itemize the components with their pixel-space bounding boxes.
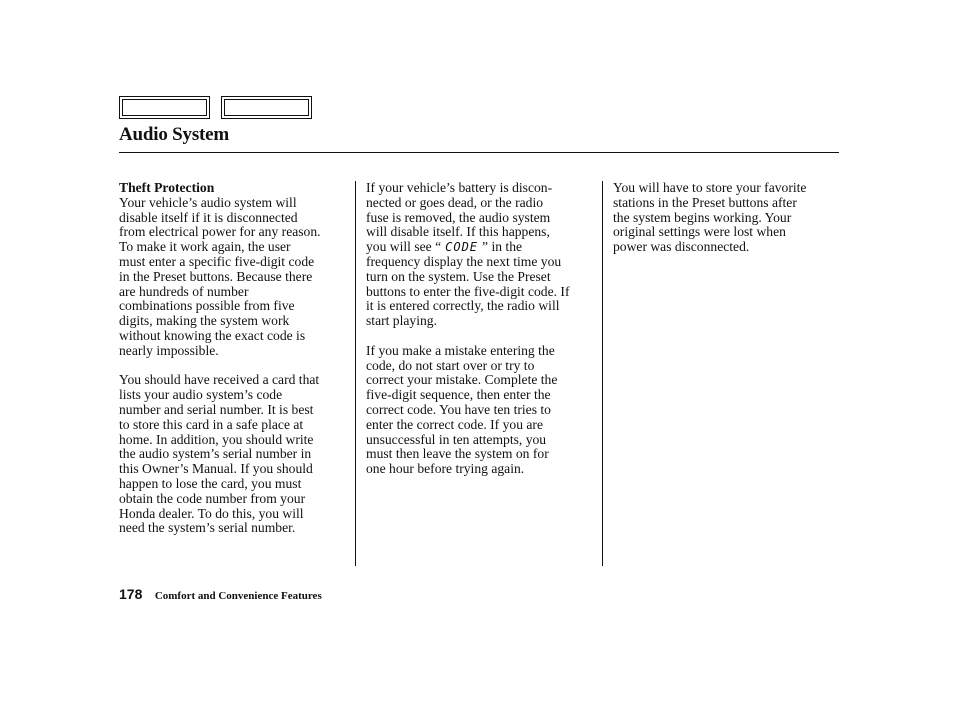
page-footer <box>119 586 322 604</box>
column2-paragraph-1-start: If your vehicle’s battery is discon- nected or goes dead, or the radio fuse is removed, the audio system will disable itself. If this happens, you will see “ <box>366 180 553 255</box>
header-tab-box-1 <box>119 96 210 119</box>
column2-paragraph-1 <box>366 181 596 329</box>
column2-paragraph-2: If you make a mistake entering the code, do not start over or try to correct your mistake. Complete the five-digit sequence, then enter the correct code. You have ten tries to enter the correct code. If you are unsuccessful in ten attempts, you must then leave the system on for one hour before trying again. <box>366 342 558 477</box>
column-divider-2 <box>602 181 603 566</box>
column-divider-1 <box>355 181 356 566</box>
column2-paragraph-1-end: ” in the frequency display the next time you turn on the system. Use the Preset buttons to enter the five-digit code. If it is entered correctly, the radio will start playing. <box>366 239 570 329</box>
title-divider <box>119 152 839 153</box>
page-title: Audio System <box>119 124 230 145</box>
column1-paragraph-2: You should have received a card that lists your audio system’s code number and serial number. It is best to store this card in a safe place at home. In addition, you should write the audio system’s serial number in this Owner’s Manual. If you should happen to lose the card, you must obtain the code number from your Honda dealer. To do this, you will need the system’s serial number. <box>119 372 320 536</box>
section-subheading: Theft Protection <box>119 180 215 195</box>
column1-paragraph-1: Your vehicle’s audio system will disable itself if it is disconnected from electrical power for any reason. To make it work again, the user must enter a specific five-digit code in the Preset buttons. Because there are hundreds of number combinations possible from five digits, making the system work without knowing the exact code is nearly impossible. <box>119 194 321 358</box>
header-tab-box-2 <box>221 96 312 119</box>
footer-section-name: Comfort and Convenience Features <box>154 590 322 602</box>
column3-paragraph-1: You will have to store your favorite stations in the Preset buttons after the system begins working. Your original settings were lost when power was disconnected. <box>613 180 807 255</box>
code-display-glyph: CODE <box>445 240 479 255</box>
text-column-1 <box>119 181 349 551</box>
text-column-2 <box>366 181 596 492</box>
text-column-3 <box>613 181 839 270</box>
page-number: 178 <box>119 586 143 602</box>
